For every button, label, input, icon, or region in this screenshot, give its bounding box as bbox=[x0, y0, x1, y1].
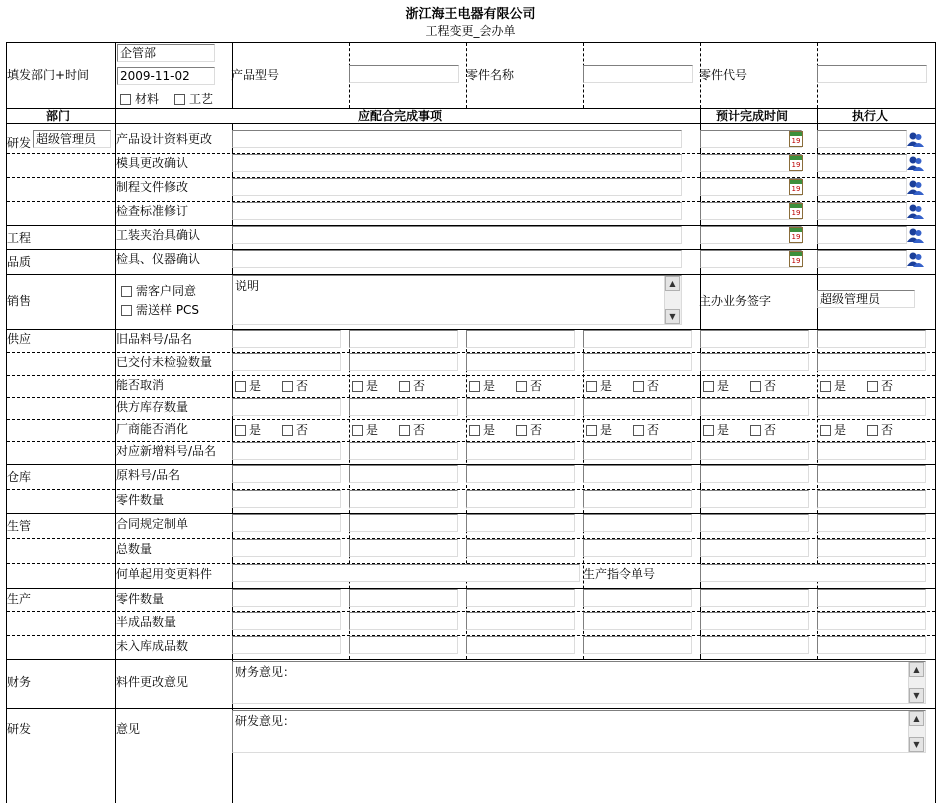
no-label: 否 bbox=[647, 379, 660, 393]
sales-sign-label: 主办业务签字 bbox=[699, 294, 772, 308]
grid-input[interactable] bbox=[466, 589, 575, 607]
company-title: 浙江海王电器有限公司 bbox=[405, 7, 536, 22]
grid-input[interactable] bbox=[466, 330, 575, 348]
planning-dept-label: 生管 bbox=[7, 519, 32, 533]
scrollbar[interactable] bbox=[908, 711, 925, 752]
part-code-input[interactable] bbox=[817, 65, 927, 83]
grid-input[interactable] bbox=[349, 612, 458, 630]
grid-input[interactable] bbox=[583, 539, 692, 557]
finance-note-textarea-text: 财务意见： bbox=[235, 665, 296, 679]
executor-input[interactable] bbox=[817, 250, 907, 268]
no-label: 否 bbox=[881, 379, 894, 393]
production-item-label: 半成品数量 bbox=[116, 615, 177, 629]
supply-item-label: 已交付未检验数量 bbox=[116, 355, 213, 369]
no-label: 否 bbox=[413, 423, 426, 437]
need-customer-label: 需客户同意 bbox=[136, 284, 197, 298]
grid-input[interactable] bbox=[349, 465, 458, 483]
process-checkbox[interactable] bbox=[174, 94, 185, 105]
grid-input[interactable] bbox=[817, 539, 926, 557]
grid-input[interactable] bbox=[583, 589, 692, 607]
grid-input[interactable] bbox=[232, 539, 341, 557]
need-sample-label: 需送样 PCS bbox=[136, 303, 200, 317]
scroll-down-icon[interactable]: ▼ bbox=[665, 309, 680, 324]
yes-label: 是 bbox=[600, 379, 613, 393]
grid-input[interactable] bbox=[700, 636, 809, 654]
grid-input[interactable] bbox=[700, 589, 809, 607]
grid-input[interactable] bbox=[232, 490, 341, 508]
user-select-icon[interactable] bbox=[907, 227, 924, 243]
calendar-icon[interactable]: 19 bbox=[789, 203, 803, 219]
col-dept-header: 部门 bbox=[46, 109, 71, 123]
production-item-label: 未入库成品数 bbox=[116, 639, 189, 653]
grid-input[interactable] bbox=[349, 490, 458, 508]
no-checkbox[interactable] bbox=[867, 381, 878, 392]
warehouse-item-label: 零件数量 bbox=[116, 493, 165, 507]
model-input[interactable] bbox=[349, 65, 459, 83]
yes-label: 是 bbox=[717, 379, 730, 393]
scrollbar[interactable] bbox=[664, 276, 681, 324]
no-label: 否 bbox=[881, 423, 894, 437]
grid-input[interactable] bbox=[700, 398, 809, 416]
grid-input[interactable] bbox=[232, 398, 341, 416]
grid-input[interactable] bbox=[466, 465, 575, 483]
col-executor-header: 执行人 bbox=[852, 109, 889, 123]
row-line bbox=[7, 108, 935, 109]
production-item-label: 零件数量 bbox=[116, 592, 165, 606]
grid-input[interactable] bbox=[817, 589, 926, 607]
yes-checkbox[interactable] bbox=[703, 425, 714, 436]
grid-input[interactable] bbox=[583, 353, 692, 371]
due-date-input[interactable] bbox=[700, 250, 802, 268]
task-label: 检具、仪器确认 bbox=[116, 252, 201, 266]
grid-input[interactable] bbox=[466, 612, 575, 630]
yes-checkbox[interactable] bbox=[703, 381, 714, 392]
grid-input[interactable] bbox=[817, 612, 926, 630]
grid-input[interactable] bbox=[349, 442, 458, 460]
no-checkbox[interactable] bbox=[516, 381, 527, 392]
grid-input[interactable] bbox=[466, 490, 575, 508]
yes-label: 是 bbox=[366, 379, 379, 393]
grid-input[interactable] bbox=[349, 539, 458, 557]
grid-input[interactable] bbox=[466, 539, 575, 557]
due-date-input[interactable] bbox=[700, 154, 802, 172]
grid-input[interactable] bbox=[700, 465, 809, 483]
grid-input[interactable] bbox=[466, 353, 575, 371]
no-checkbox[interactable] bbox=[633, 381, 644, 392]
due-date-input[interactable] bbox=[700, 202, 802, 220]
scroll-down-icon[interactable]: ▼ bbox=[909, 688, 924, 703]
grid-input[interactable] bbox=[700, 612, 809, 630]
task-detail-input[interactable] bbox=[232, 202, 682, 220]
task-detail-input[interactable] bbox=[232, 154, 682, 172]
grid-input[interactable] bbox=[232, 465, 341, 483]
supply-item-label: 能否取消 bbox=[116, 378, 165, 392]
grid-input[interactable] bbox=[466, 514, 575, 532]
grid-input[interactable] bbox=[466, 442, 575, 460]
material-checkbox[interactable] bbox=[120, 94, 131, 105]
user-select-icon[interactable] bbox=[907, 155, 924, 171]
rd2-dept-label: 研发 bbox=[7, 722, 32, 736]
due-date-input[interactable] bbox=[700, 130, 802, 148]
grid-input[interactable] bbox=[232, 330, 341, 348]
grid-input[interactable] bbox=[700, 490, 809, 508]
sales-dept-label: 销售 bbox=[7, 294, 32, 308]
grid-input[interactable] bbox=[349, 398, 458, 416]
user-select-icon[interactable] bbox=[907, 203, 924, 219]
finance-note-textarea[interactable] bbox=[232, 661, 926, 704]
grid-input[interactable] bbox=[349, 636, 458, 654]
supply-item-label: 供方库存数量 bbox=[116, 400, 189, 414]
grid-input[interactable] bbox=[583, 442, 692, 460]
planning-item-label: 合同规定制单 bbox=[116, 517, 189, 531]
yes-checkbox[interactable] bbox=[586, 425, 597, 436]
finance-item-label: 料件更改意见 bbox=[116, 675, 189, 689]
scroll-up-icon[interactable]: ▲ bbox=[909, 711, 924, 726]
no-label: 否 bbox=[296, 379, 309, 393]
grid-input[interactable] bbox=[349, 353, 458, 371]
no-label: 否 bbox=[647, 423, 660, 437]
task-label: 制程文件修改 bbox=[116, 180, 189, 194]
grid-input[interactable] bbox=[349, 589, 458, 607]
grid-input[interactable] bbox=[583, 398, 692, 416]
yes-checkbox[interactable] bbox=[820, 381, 831, 392]
task-label: 工装夹治具确认 bbox=[116, 228, 201, 242]
production-order-label: 生产指令单号 bbox=[583, 567, 656, 581]
grid-input[interactable] bbox=[583, 636, 692, 654]
yes-label: 是 bbox=[834, 379, 847, 393]
user-select-icon[interactable] bbox=[907, 251, 924, 267]
task-detail-input[interactable] bbox=[232, 226, 682, 244]
yes-checkbox[interactable] bbox=[352, 425, 363, 436]
planning-item-label: 总数量 bbox=[116, 542, 153, 556]
process-label: 工艺 bbox=[189, 92, 214, 106]
yes-label: 是 bbox=[483, 423, 496, 437]
no-checkbox[interactable] bbox=[399, 425, 410, 436]
rd-note-textarea-text: 研发意见： bbox=[235, 714, 296, 728]
grid-input[interactable] bbox=[349, 330, 458, 348]
supply-item-label: 厂商能否消化 bbox=[116, 422, 189, 436]
yes-label: 是 bbox=[249, 379, 262, 393]
finance-dept-label: 财务 bbox=[7, 675, 32, 689]
grid-input[interactable] bbox=[817, 490, 926, 508]
calendar-icon[interactable]: 19 bbox=[789, 227, 803, 243]
grid-input[interactable] bbox=[817, 636, 926, 654]
grid-input[interactable] bbox=[583, 514, 692, 532]
no-checkbox[interactable] bbox=[867, 425, 878, 436]
row-line bbox=[7, 708, 935, 709]
scroll-down-icon[interactable]: ▼ bbox=[909, 737, 924, 752]
task-label: 检查标准修订 bbox=[116, 204, 189, 218]
yes-checkbox[interactable] bbox=[352, 381, 363, 392]
dept-field[interactable]: 企管部 bbox=[117, 44, 215, 62]
part-code-label: 零件代号 bbox=[699, 68, 748, 82]
production-order-input[interactable] bbox=[700, 564, 926, 582]
user-select-icon[interactable] bbox=[907, 131, 924, 147]
executor-input[interactable] bbox=[817, 154, 907, 172]
scroll-up-icon[interactable]: ▲ bbox=[665, 276, 680, 291]
no-label: 否 bbox=[764, 423, 777, 437]
grid-input[interactable] bbox=[700, 353, 809, 371]
grid-input[interactable] bbox=[232, 514, 341, 532]
yes-label: 是 bbox=[600, 423, 613, 437]
no-checkbox[interactable] bbox=[750, 381, 761, 392]
yes-checkbox[interactable] bbox=[469, 381, 480, 392]
fill-dept-time-label: 填发部门+时间 bbox=[7, 68, 90, 82]
yes-checkbox[interactable] bbox=[235, 425, 246, 436]
sales-note-textarea[interactable] bbox=[232, 275, 682, 325]
need-customer-checkbox[interactable] bbox=[121, 286, 132, 297]
user-select-icon[interactable] bbox=[907, 179, 924, 195]
no-checkbox[interactable] bbox=[633, 425, 644, 436]
material-label: 材料 bbox=[135, 92, 160, 106]
no-label: 否 bbox=[413, 379, 426, 393]
part-name-input[interactable] bbox=[583, 65, 693, 83]
form-title: 工程变更_会办单 bbox=[425, 24, 516, 38]
calendar-icon[interactable]: 19 bbox=[789, 131, 803, 147]
no-label: 否 bbox=[530, 379, 543, 393]
grid-input[interactable] bbox=[817, 330, 926, 348]
supply-item-label: 对应新增料号/品名 bbox=[116, 444, 217, 458]
grid-input[interactable] bbox=[817, 514, 926, 532]
yes-label: 是 bbox=[483, 379, 496, 393]
task-detail-input[interactable] bbox=[232, 178, 682, 196]
grid-input[interactable] bbox=[349, 514, 458, 532]
sales-note-textarea-text: 说明 bbox=[235, 279, 260, 293]
need-sample-checkbox[interactable] bbox=[121, 305, 132, 316]
supply-dept-label: 供应 bbox=[7, 332, 32, 346]
grid-input[interactable] bbox=[817, 398, 926, 416]
rd-note-textarea[interactable] bbox=[232, 710, 926, 753]
task-detail-input[interactable] bbox=[232, 130, 682, 148]
warehouse-dept-label: 仓库 bbox=[7, 470, 32, 484]
yes-label: 是 bbox=[249, 423, 262, 437]
executor-input[interactable] bbox=[817, 226, 907, 244]
task-detail-input[interactable] bbox=[232, 250, 682, 268]
supply-item-label: 旧品料号/品名 bbox=[116, 332, 193, 346]
executor-input[interactable] bbox=[817, 202, 907, 220]
yes-checkbox[interactable] bbox=[586, 381, 597, 392]
sales-sign-field[interactable]: 超级管理员 bbox=[817, 290, 915, 308]
executor-input[interactable] bbox=[817, 130, 907, 148]
row-line bbox=[7, 123, 935, 124]
grid-input[interactable] bbox=[583, 465, 692, 483]
grid-input[interactable] bbox=[817, 353, 926, 371]
yes-checkbox[interactable] bbox=[820, 425, 831, 436]
scroll-up-icon[interactable]: ▲ bbox=[909, 662, 924, 677]
col-items-header: 应配合完成事项 bbox=[358, 109, 443, 123]
row-line bbox=[7, 659, 935, 660]
grid-input[interactable] bbox=[583, 612, 692, 630]
date-field[interactable]: 2009-11-02 bbox=[117, 67, 215, 85]
yes-checkbox[interactable] bbox=[469, 425, 480, 436]
no-checkbox[interactable] bbox=[282, 381, 293, 392]
task-label: 模具更改确认 bbox=[116, 156, 189, 170]
due-date-input[interactable] bbox=[700, 226, 802, 244]
executor-input[interactable] bbox=[817, 178, 907, 196]
grid-input[interactable] bbox=[232, 589, 341, 607]
due-date-input[interactable] bbox=[700, 178, 802, 196]
start-order-input[interactable] bbox=[232, 564, 580, 582]
grid-input[interactable] bbox=[232, 612, 341, 630]
grid-input[interactable] bbox=[232, 442, 341, 460]
no-checkbox[interactable] bbox=[282, 425, 293, 436]
no-label: 否 bbox=[764, 379, 777, 393]
eng-dept-label: 工程 bbox=[7, 231, 32, 245]
no-checkbox[interactable] bbox=[399, 381, 410, 392]
calendar-icon[interactable]: 19 bbox=[789, 179, 803, 195]
sub-row-line bbox=[7, 375, 935, 376]
grid-input[interactable] bbox=[817, 442, 926, 460]
rd-dept-label: 研发 bbox=[7, 136, 32, 150]
yes-label: 是 bbox=[366, 423, 379, 437]
grid-input[interactable] bbox=[583, 330, 692, 348]
col-due-header: 预计完成时间 bbox=[716, 109, 789, 123]
grid-input[interactable] bbox=[700, 539, 809, 557]
calendar-icon[interactable]: 19 bbox=[789, 155, 803, 171]
yes-checkbox[interactable] bbox=[235, 381, 246, 392]
no-checkbox[interactable] bbox=[516, 425, 527, 436]
production-dept-label: 生产 bbox=[7, 592, 32, 606]
grid-input[interactable] bbox=[466, 398, 575, 416]
part-name-label: 零件名称 bbox=[466, 68, 515, 82]
scrollbar[interactable] bbox=[908, 662, 925, 703]
no-label: 否 bbox=[296, 423, 309, 437]
warehouse-item-label: 原料号/品名 bbox=[116, 468, 181, 482]
yes-label: 是 bbox=[834, 423, 847, 437]
sub-row-line bbox=[7, 419, 935, 420]
no-label: 否 bbox=[530, 423, 543, 437]
rd2-item-label: 意见 bbox=[116, 722, 141, 736]
grid-input[interactable] bbox=[700, 442, 809, 460]
yes-label: 是 bbox=[717, 423, 730, 437]
no-checkbox[interactable] bbox=[750, 425, 761, 436]
grid-input[interactable] bbox=[232, 636, 341, 654]
model-label: 产品型号 bbox=[231, 68, 280, 82]
grid-input[interactable] bbox=[817, 465, 926, 483]
calendar-icon[interactable]: 19 bbox=[789, 251, 803, 267]
grid-input[interactable] bbox=[700, 330, 809, 348]
grid-input[interactable] bbox=[700, 514, 809, 532]
grid-input[interactable] bbox=[232, 353, 341, 371]
grid-input[interactable] bbox=[583, 490, 692, 508]
planning-item-label: 何单起用变更料件 bbox=[116, 567, 213, 581]
rd-dept-user-field[interactable]: 超级管理员 bbox=[33, 130, 111, 148]
grid-input[interactable] bbox=[466, 636, 575, 654]
qa-dept-label: 品质 bbox=[7, 255, 32, 269]
task-label: 产品设计资料更改 bbox=[116, 132, 213, 146]
